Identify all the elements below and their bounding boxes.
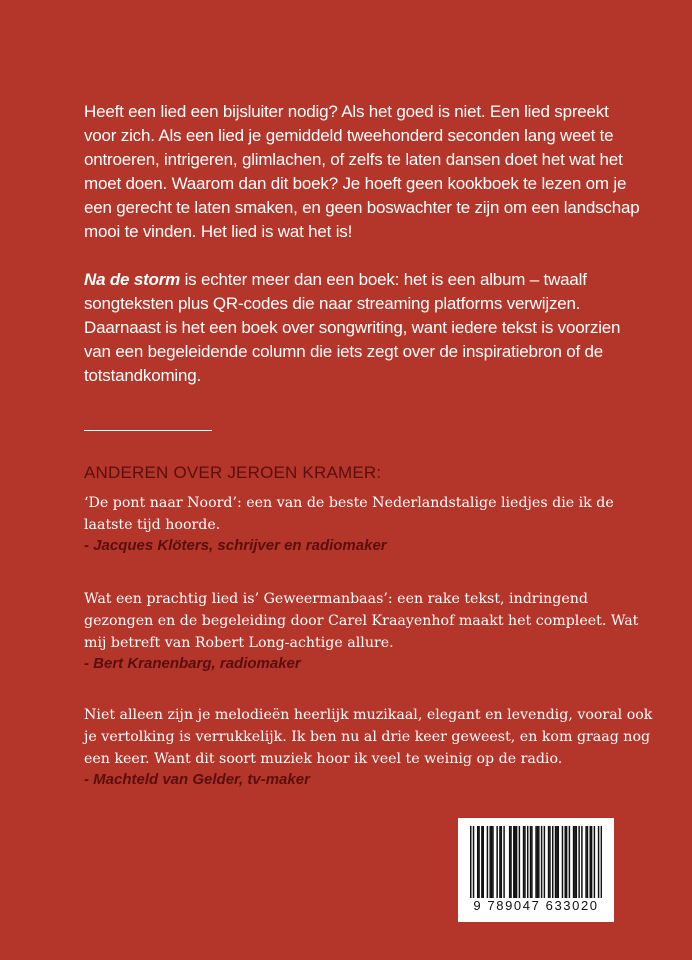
review-2 xyxy=(84,588,654,674)
blurb-paragraph-1: Heeft een lied een bijsluiter nodig? Als het goed is niet. Een lied spreekt voor zich. Als een lied je gemiddeld tweehonderd seconden lang weet te ontroeren, intrigeren, glimlachen, of zelfs te laten dansen doet het wat het moet doen. Waarom dan dit boek? Je hoeft geen kookboek te lezen om je een gerecht te laten smaken, en geen boswachter te zijn om een landschap mooi te vinden. Het lied is wat het is! xyxy=(84,102,640,241)
blurb-paragraph-2-text: is echter meer dan een boek: het is een album – twaalf songteksten plus QR-codes die naar streaming platforms verwijzen. Daarnaast is het een boek over songwriting, want iedere tekst is voorzien van een begeleidende column die iets zegt over de inspiratiebron of de totstandkoming. xyxy=(84,270,621,385)
barcode-bars xyxy=(470,826,602,898)
review-quote: Niet alleen zijn je melodieën heerlijk muzikaal, elegant en levendig, vooral ook je vertolking is verrukkelijk. Ik ben nu al drie keer geweest, en kom graag nog een keer. Want dit soort muziek hoor ik veel te weinig op de radio. xyxy=(84,707,653,767)
review-author: - Machteld van Gelder, tv-maker xyxy=(84,771,310,788)
book-title: Na de storm xyxy=(84,270,181,289)
book-blurb xyxy=(84,100,644,388)
isbn-number: 9 789047 633020 xyxy=(473,898,599,913)
review-3 xyxy=(84,704,654,790)
review-1 xyxy=(84,492,654,556)
review-quote: ‘De pont naar Noord’: een van de beste Nederlandstalige liedjes die ik de laatste tijd hoorde. xyxy=(84,495,614,533)
review-author: - Bert Kranenbarg, radiomaker xyxy=(84,655,301,672)
isbn-barcode xyxy=(458,818,614,922)
review-author: - Jacques Klöters, schrijver en radiomaker xyxy=(84,537,387,554)
review-quote: Wat een prachtig lied is’ Geweermanbaas’: een rake tekst, indringend gezongen en de begeleiding door Carel Kraayenhof maakt het compleet. Wat mij betreft van Robert Long-achtige allure. xyxy=(84,591,639,651)
blurb-paragraph-2 xyxy=(84,268,644,388)
reviews-heading: ANDEREN OVER JEROEN KRAMER: xyxy=(84,463,382,482)
divider-line xyxy=(84,430,212,431)
